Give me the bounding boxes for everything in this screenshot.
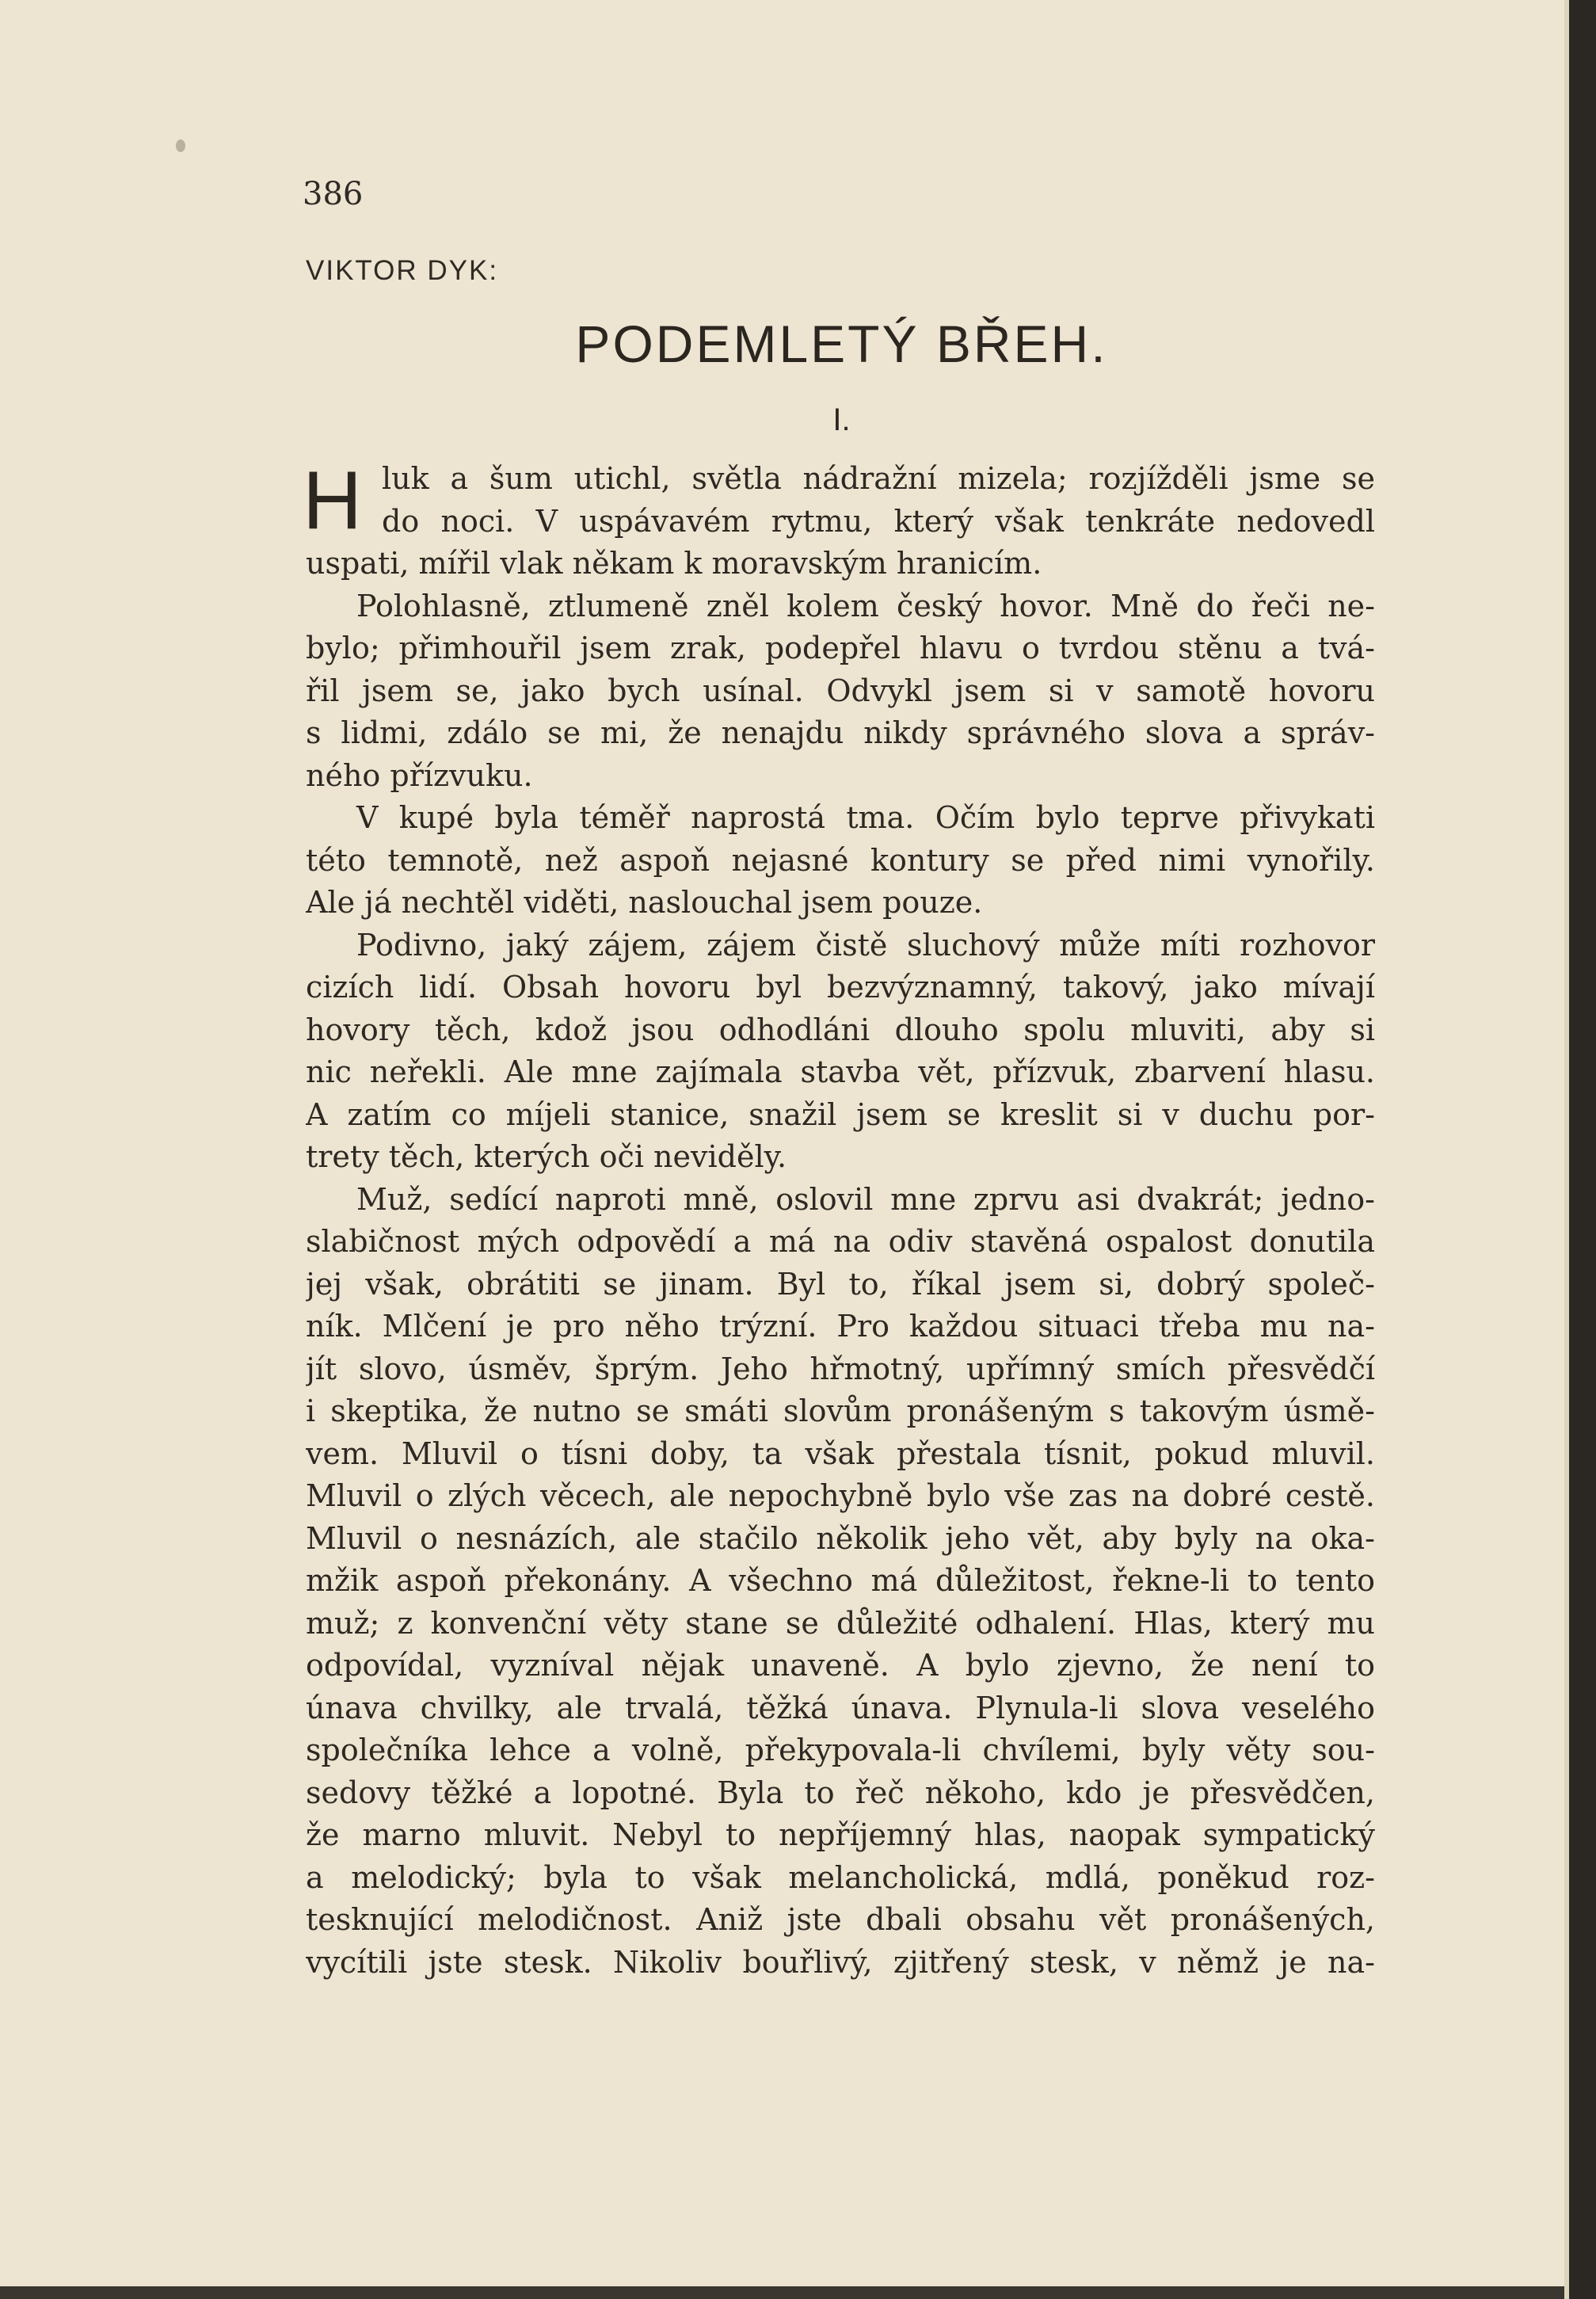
text-line: ník. Mlčení je pro něho trýzní. Pro každou situaci třeba mu na- xyxy=(306,1309,1375,1344)
text-line: sedovy těžké a lopotné. Byla to řeč někoho, kdo je přesvědčen, xyxy=(306,1775,1375,1810)
text-line: nic neřekli. Ale mne zajímala stavba vět, přízvuk, zbarvení hlasu. xyxy=(306,1054,1375,1089)
text-line: vem. Mluvil o tísni doby, ta však přestala tísnit, pokud mluvil. xyxy=(306,1435,1375,1471)
text-line: Mluvil o zlých věcech, ale nepochybně bylo vše zas na dobré cestě. xyxy=(306,1478,1375,1513)
book-spine-edge xyxy=(1564,0,1596,2299)
text-line: a melodický; byla to však melancholická, mdlá, poněkud roz- xyxy=(306,1859,1375,1895)
text-line: Ale já nechtěl viděti, naslouchal jsem pouze. xyxy=(306,885,983,920)
page-number: 386 xyxy=(303,176,364,212)
text-line: ného přízvuku. xyxy=(306,757,533,793)
paper-speck xyxy=(176,139,185,152)
text-line: V kupé byla téměř naprostá tma. Očím bylo teprve přivykati xyxy=(356,800,1375,835)
page-edge xyxy=(1564,0,1569,2299)
text-line: i skeptika, že nutno se smáti slovům pronášeným s takovým úsmě- xyxy=(306,1394,1375,1428)
section-number: I. xyxy=(832,402,851,437)
text-line: jít slovo, úsměv, šprým. Jeho hřmotný, upřímný smích přesvědčí xyxy=(306,1351,1375,1386)
text-line: trety těch, kterých oči neviděly. xyxy=(306,1139,787,1174)
text-line: že marno mluvit. Nebyl to nepříjemný hlas, naopak sympatický xyxy=(306,1817,1375,1852)
text-line: vycítili jste stesk. Nikoliv bouřlivý, zjitřený stesk, v němž je na- xyxy=(306,1944,1375,1980)
text-line: s lidmi, zdálo se mi, že nenajdu nikdy správného slova a správ- xyxy=(306,715,1375,750)
text-line: muž; z konvenční věty stane se důležité odhalení. Hlas, který mu xyxy=(306,1605,1375,1641)
text-line: uspati, mířil vlak někam k moravským hranicím. xyxy=(306,546,1042,581)
text-line: cizích lidí. Obsah hovoru byl bezvýznamný, takový, jako mívají xyxy=(306,970,1375,1005)
text-line: Muž, sedící naproti mně, oslovil mne zprvu asi dvakrát; jedno- xyxy=(356,1181,1375,1217)
text-line: slabičnost mých odpovědí a má na odiv stavěná ospalost donutila xyxy=(306,1224,1375,1259)
text-line: Mluvil o nesnázích, ale stačilo několik jeho vět, aby byly na oka- xyxy=(306,1520,1375,1556)
story-title: PODEMLETÝ BŘEH. xyxy=(575,315,1108,373)
text-line: odpovídal, vyzníval nějak unaveně. A bylo zjevno, že není to xyxy=(306,1648,1375,1683)
author-heading: VIKTOR DYK: xyxy=(306,255,499,286)
text-line: do noci. V uspávavém rytmu, který však tenkráte nedovedl xyxy=(382,503,1375,539)
text-line: mžik aspoň překonány. A všechno má důležitost, řekne-li to tento xyxy=(306,1563,1375,1598)
drop-cap: H xyxy=(303,455,363,547)
text-line: jej však, obrátiti se jinam. Byl to, říkal jsem si, dobrý společ- xyxy=(306,1266,1375,1302)
text-line: Podivno, jaký zájem, zájem čistě sluchový může míti rozhovor xyxy=(356,927,1375,963)
text-line: únava chvilky, ale trvalá, těžká únava. Plynula-li slova veselého xyxy=(306,1690,1375,1725)
body-text xyxy=(303,455,1375,1984)
text-line: této temnotě, než aspoň nejasné kontury se před nimi vynořily. xyxy=(306,842,1375,878)
text-line: hovory těch, kdož jsou odhodláni dlouho spolu mluviti, aby si xyxy=(306,1012,1375,1047)
text-line: A zatím co míjeli stanice, snažil jsem se kreslit si v duchu por- xyxy=(306,1096,1375,1132)
text-line: luk a šum utichl, světla nádražní mizela; rozjížděli jsme se xyxy=(382,461,1375,496)
text-line: společníka lehce a volně, překypovala-li chvílemi, byly věty sou- xyxy=(306,1733,1375,1767)
text-line: tesknující melodičnost. Aniž jste dbali obsahu vět pronášených, xyxy=(306,1902,1375,1937)
text-line: bylo; přimhouřil jsem zrak, podepřel hlavu o tvrdou stěnu a tvá- xyxy=(306,631,1375,665)
text-line: řil jsem se, jako bych usínal. Odvykl jsem si v samotě hovoru xyxy=(306,673,1375,708)
text-line: Polohlasně, ztlumeně zněl kolem český hovor. Mně do řeči ne- xyxy=(356,588,1375,623)
